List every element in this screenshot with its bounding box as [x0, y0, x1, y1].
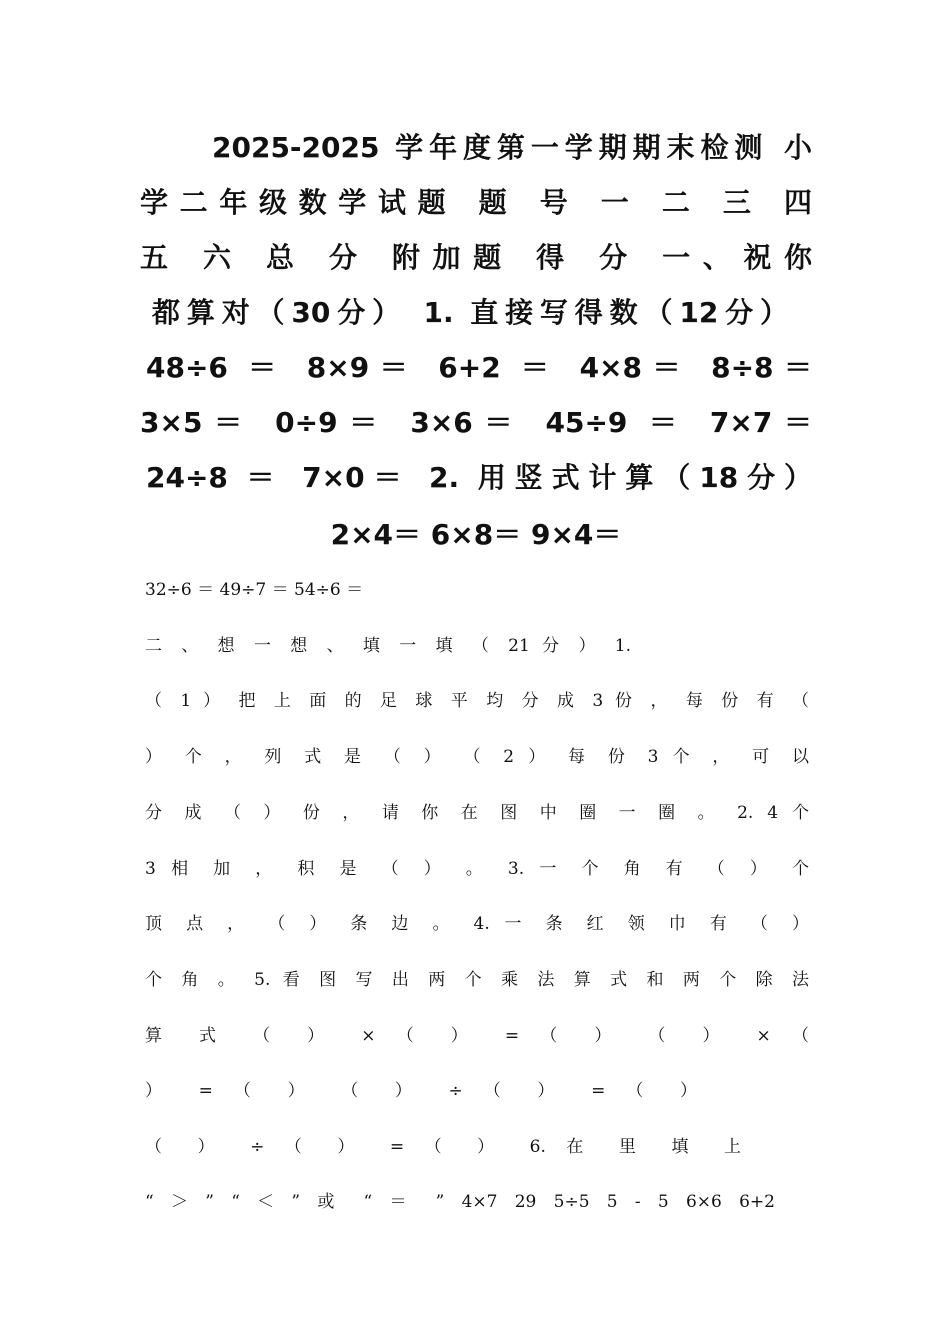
score-table-line: 五 六 总 分 附加题 得 分 一、祝你: [140, 241, 812, 274]
question-line-9: （ ） ÷ （ ） = （ ） 6. 在 里 填 上: [145, 1137, 741, 1157]
oral-calc-row-1: 48÷6 ＝ 8×9＝ 6+2 ＝ 4×8＝ 8÷8＝: [146, 351, 812, 384]
vertical-calc-row-1: 2×4＝ 6×8＝ 9×4＝: [330, 518, 622, 551]
title-line-2: 学二年级数学试题 题 号 一 二 三 四: [140, 186, 812, 219]
question-line-2: ） 个 ， 列 式 是 （ ） （ 2 ） 每 份 3 个 ， 可 以: [145, 747, 809, 767]
question-line-7: 算 式 （ ） × （ ） = （ ） （ ） × （: [145, 1026, 809, 1046]
vertical-calc-row-2: 32÷6 ＝ 49÷7 ＝ 54÷6 ＝: [145, 580, 364, 600]
question-line-4: 3 相 加 ， 积 是 （ ） 。 3. 一 个 角 有 （ ） 个: [145, 859, 809, 879]
section-1-heading: 都算对（30分） 1. 直接写得数（12分）: [152, 296, 788, 329]
oral-calc-row-2: 3×5＝ 0÷9＝ 3×6＝ 45÷9 ＝ 7×7＝: [140, 406, 812, 439]
oral-calc-row-3: 24÷8 ＝ 7×0＝ 2. 用竖式计算（18分）: [146, 461, 812, 494]
question-line-5: 顶 点 ， （ ） 条 边 。 4. 一 条 红 领 巾 有 （ ）: [145, 914, 809, 934]
question-line-8: ） = （ ） （ ） ÷ （ ） = （ ）: [145, 1081, 697, 1101]
question-line-10: “ ＞ ” “ ＜ ” 或 “ ＝ ” 4×7 29 5÷5 5 - 5 6×6 6+2: [145, 1192, 775, 1212]
question-line-3: 分 成 （ ） 份 ， 请 你 在 图 中 圈 一 圈 。 2. 4 个: [145, 803, 809, 823]
question-line-1: （ 1 ） 把 上 面 的 足 球 平 均 分 成 3 份 ， 每 份 有 （: [145, 691, 809, 711]
question-line-6: 个 角 。 5. 看 图 写 出 两 个 乘 法 算 式 和 两 个 除 法: [145, 970, 809, 990]
title-line-1: 2025-2025 学年度第一学期期末检测 小: [212, 131, 812, 164]
section-2-heading: 二 、 想 一 想 、 填 一 填 （ 21 分 ） 1.: [145, 636, 631, 656]
